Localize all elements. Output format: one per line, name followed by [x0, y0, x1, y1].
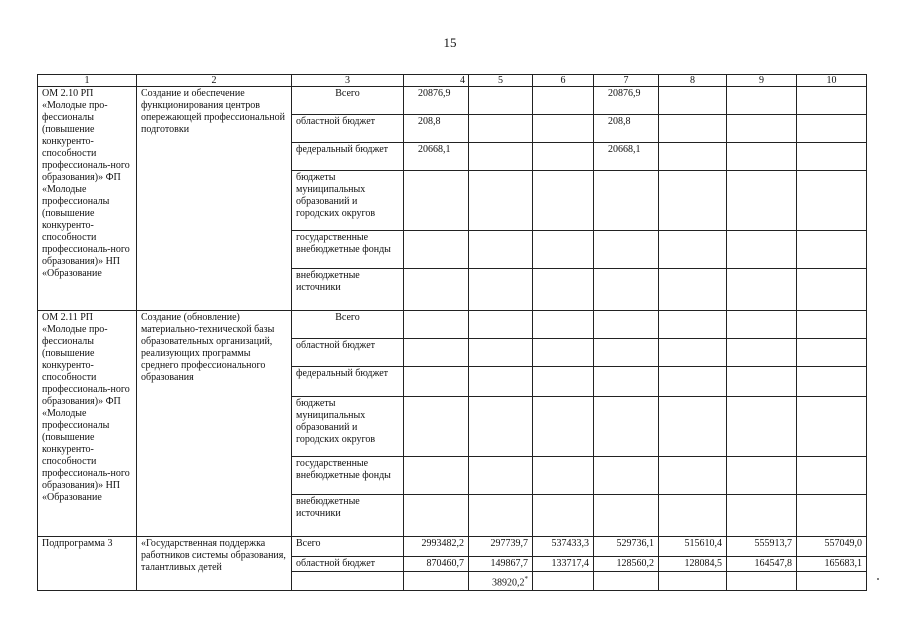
- value-cell: [659, 115, 727, 143]
- table-row: [38, 537, 867, 557]
- value-cell: [797, 231, 867, 269]
- value-cell: [404, 495, 469, 537]
- value-cell: [533, 495, 594, 537]
- value-cell: 529736,1: [594, 537, 659, 557]
- col-header: 10: [797, 75, 867, 87]
- value-cell: [659, 572, 727, 591]
- funding-source-cell: государственные внебюджетные фонды: [292, 231, 404, 269]
- value-cell: [469, 311, 533, 339]
- funding-source-cell: внебюджетные источники: [292, 269, 404, 311]
- value-cell: [404, 269, 469, 311]
- value-cell: [797, 457, 867, 495]
- value-cell: [533, 397, 594, 457]
- value-cell: [659, 495, 727, 537]
- value-cell: [533, 87, 594, 115]
- funding-source-cell: областной бюджет: [292, 115, 404, 143]
- value-cell: [797, 339, 867, 367]
- value-cell: [594, 367, 659, 397]
- col-header: 4: [404, 75, 469, 87]
- value-cell: 128560,2: [594, 557, 659, 572]
- scan-speck: [877, 578, 879, 580]
- value-cell: [469, 143, 533, 171]
- value-cell: [727, 397, 797, 457]
- value-cell: [659, 231, 727, 269]
- value-cell: [469, 572, 533, 591]
- funding-source-cell: бюджеты муниципальных образований и городских округов: [292, 397, 404, 457]
- value-cell: [797, 572, 867, 591]
- measure-code-cell: ОМ 2.11 РП «Молодые про-фессионалы (повышение конкуренто-способности профессиональ-ного образования)» ФП «Молодые профессионалы (повышение конкуренто-способности профессиональ-ного образования)» НП «Образование: [38, 311, 137, 537]
- value-cell: [404, 231, 469, 269]
- value-cell: 870460,7: [404, 557, 469, 572]
- page-number: 15: [443, 35, 457, 50]
- funding-source-cell: областной бюджет: [292, 557, 404, 572]
- value-cell: 165683,1: [797, 557, 867, 572]
- value-cell: 133717,4: [533, 557, 594, 572]
- value-cell: [469, 339, 533, 367]
- col-header: 3: [292, 75, 404, 87]
- column-number-row: [38, 75, 867, 87]
- measure-name-cell: Создание и обеспечение функционирования центров опережающей профессиональной подготовки: [137, 87, 292, 311]
- value-cell: [404, 572, 469, 591]
- value-cell: [727, 572, 797, 591]
- value-cell: 128084,5: [659, 557, 727, 572]
- value-cell: [659, 269, 727, 311]
- budget-table: [37, 74, 867, 591]
- col-header: 8: [659, 75, 727, 87]
- value-cell: [797, 311, 867, 339]
- value-cell: [594, 171, 659, 231]
- value-cell: [469, 495, 533, 537]
- value-cell: [659, 397, 727, 457]
- value-cell: [533, 171, 594, 231]
- value-cell: [797, 87, 867, 115]
- funding-source-cell: государственные внебюджетные фонды: [292, 457, 404, 495]
- value-cell: [727, 339, 797, 367]
- value-cell: [594, 572, 659, 591]
- value-cell: [469, 269, 533, 311]
- value-cell: 557049,0: [797, 537, 867, 557]
- funding-source-cell: [292, 572, 404, 591]
- funding-source-cell: Всего: [292, 87, 404, 115]
- measure-code-cell: ОМ 2.10 РП «Молодые про-фессионалы (повышение конкуренто-способности профессиональ-ного образования)» ФП «Молодые профессионалы (повышение конкуренто-способности профессиональ-ного образования)» НП «Образование: [38, 87, 137, 311]
- funding-source-cell: Всего: [292, 537, 404, 557]
- value-cell: [533, 367, 594, 397]
- value-cell: [594, 457, 659, 495]
- value-cell: [659, 171, 727, 231]
- value-cell: [594, 231, 659, 269]
- value-cell: [727, 269, 797, 311]
- footnote-value: 38920,2: [492, 577, 525, 589]
- value-cell: 149867,7: [469, 557, 533, 572]
- value-cell: [594, 311, 659, 339]
- value-cell: [469, 397, 533, 457]
- value-cell: [594, 269, 659, 311]
- table-row: [38, 87, 867, 115]
- value-cell: [469, 367, 533, 397]
- value-cell: [533, 143, 594, 171]
- funding-source-cell: федеральный бюджет: [292, 367, 404, 397]
- value-cell: [533, 231, 594, 269]
- value-cell: [469, 457, 533, 495]
- value-cell: [533, 115, 594, 143]
- value-cell: [404, 397, 469, 457]
- col-header: 7: [594, 75, 659, 87]
- col-header: 2: [137, 75, 292, 87]
- value-cell: [594, 397, 659, 457]
- value-cell: [594, 339, 659, 367]
- value-cell: [659, 457, 727, 495]
- value-cell: [727, 171, 797, 231]
- funding-source-cell: Всего: [292, 311, 404, 339]
- value-cell: [404, 339, 469, 367]
- value-cell: [727, 311, 797, 339]
- value-cell: [404, 457, 469, 495]
- col-header: 6: [533, 75, 594, 87]
- value-cell: [797, 495, 867, 537]
- value-cell: 537433,3: [533, 537, 594, 557]
- value-cell: [797, 397, 867, 457]
- value-cell: [659, 367, 727, 397]
- value-cell: [797, 115, 867, 143]
- col-header: 1: [38, 75, 137, 87]
- table-row: [38, 311, 867, 339]
- value-cell: 208,8: [594, 115, 659, 143]
- value-cell: [659, 87, 727, 115]
- value-cell: [797, 143, 867, 171]
- value-cell: [797, 367, 867, 397]
- value-cell: [533, 339, 594, 367]
- value-cell: [727, 231, 797, 269]
- value-cell: [659, 143, 727, 171]
- value-cell: 297739,7: [469, 537, 533, 557]
- value-cell: [727, 143, 797, 171]
- value-cell: [404, 171, 469, 231]
- measure-name-cell: Создание (обновление) материально-технической базы образовательных организаций, реализующих программы среднего профессионального образования: [137, 311, 292, 537]
- value-cell: [797, 269, 867, 311]
- value-cell: [727, 367, 797, 397]
- value-cell: [469, 171, 533, 231]
- value-cell: 20668,1: [404, 143, 469, 171]
- value-cell: [797, 171, 867, 231]
- value-cell: [533, 269, 594, 311]
- value-cell: [469, 231, 533, 269]
- value-cell: 2993482,2: [404, 537, 469, 557]
- funding-source-cell: областной бюджет: [292, 339, 404, 367]
- value-cell: [727, 495, 797, 537]
- measure-code-cell: Подпрограмма 3: [38, 537, 137, 591]
- footnote-mark: *: [524, 575, 528, 583]
- value-cell: 208,8: [404, 115, 469, 143]
- value-cell: 164547,8: [727, 557, 797, 572]
- value-cell: [727, 457, 797, 495]
- value-cell: [727, 115, 797, 143]
- col-header: 5: [469, 75, 533, 87]
- value-cell: [659, 339, 727, 367]
- value-cell: 20876,9: [404, 87, 469, 115]
- value-cell: [533, 457, 594, 495]
- col-header: 9: [727, 75, 797, 87]
- value-cell: [404, 367, 469, 397]
- value-cell: [404, 311, 469, 339]
- funding-source-cell: федеральный бюджет: [292, 143, 404, 171]
- value-cell: [659, 311, 727, 339]
- value-cell: [469, 115, 533, 143]
- funding-source-cell: бюджеты муниципальных образований и городских округов: [292, 171, 404, 231]
- value-cell: [469, 87, 533, 115]
- value-cell: 20668,1: [594, 143, 659, 171]
- funding-source-cell: внебюджетные источники: [292, 495, 404, 537]
- value-cell: [594, 495, 659, 537]
- value-cell: 20876,9: [594, 87, 659, 115]
- value-cell: [533, 311, 594, 339]
- measure-name-cell: «Государственная поддержка работников системы образования, талантливых детей: [137, 537, 292, 591]
- value-cell: [727, 87, 797, 115]
- value-cell: [533, 572, 594, 591]
- value-cell: 515610,4: [659, 537, 727, 557]
- value-cell: 555913,7: [727, 537, 797, 557]
